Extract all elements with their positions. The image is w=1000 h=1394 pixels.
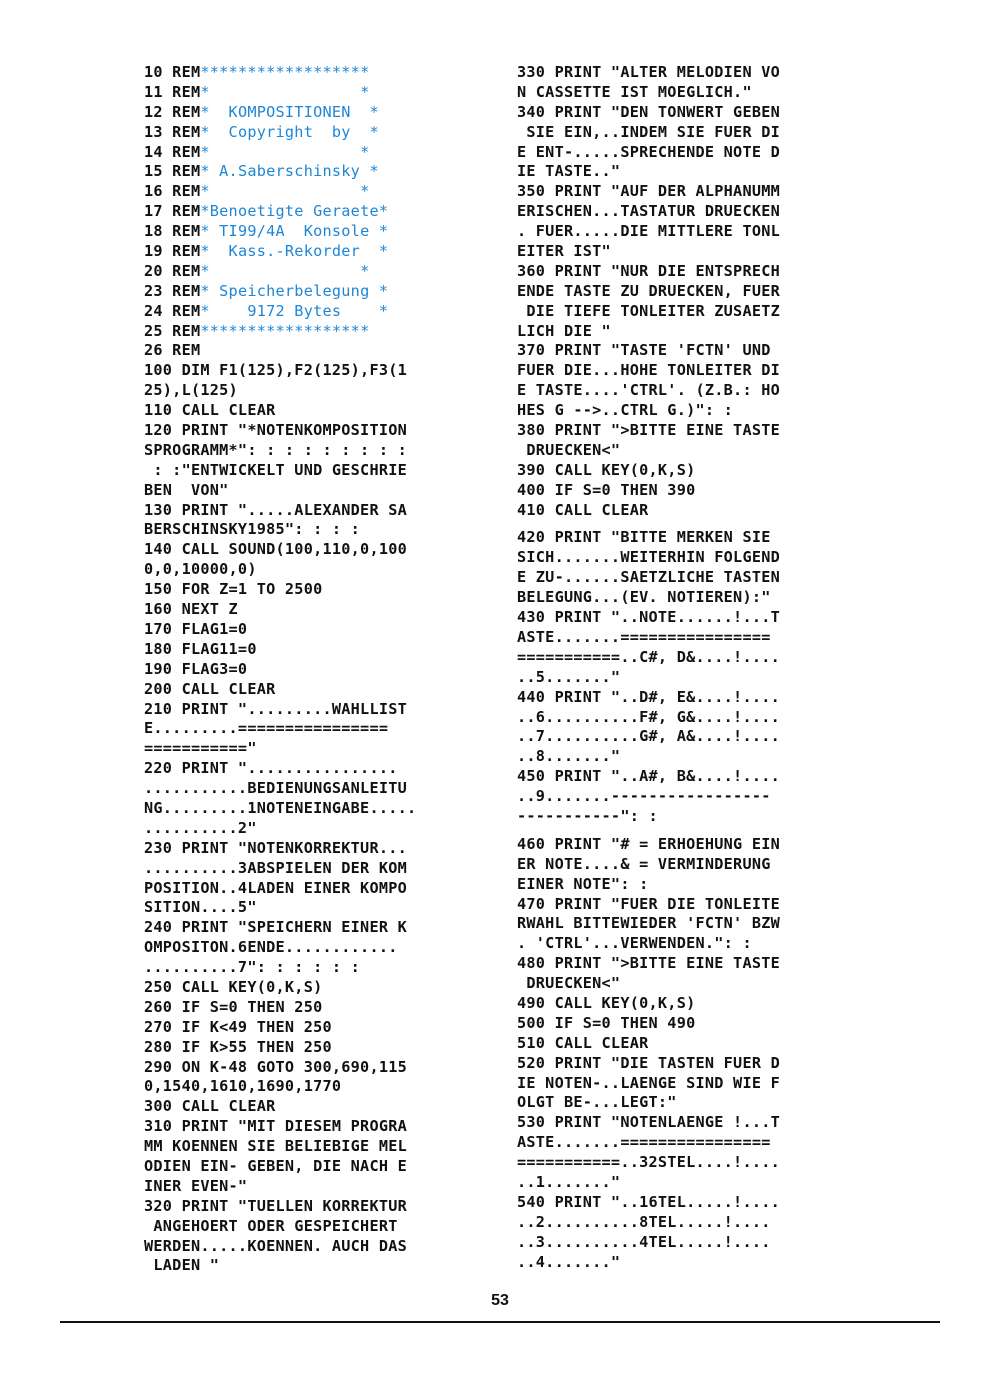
code-text: 310 PRINT "MIT DIESEM PROGRA (144, 1117, 408, 1136)
code-line (144, 898, 516, 918)
code-line (144, 819, 516, 839)
code-text: 15 REM (144, 162, 201, 181)
code-line: OLGT BE-...LEGT:" (517, 1093, 677, 1112)
code-line: ..6..........F#, G&....!.... (517, 707, 781, 726)
code-text: 16 REM (144, 182, 201, 201)
code-text: : :"ENTWICKELT UND GESCHRIE (144, 460, 408, 479)
code-text: 250 CALL KEY(0,K,S) (144, 977, 323, 996)
code-line (144, 222, 516, 242)
code-line: ..4......." (517, 1252, 621, 1271)
code-line: FUER DIE...HOHE TONLEITER DI (517, 361, 781, 380)
code-text: OMPOSITON.6ENDE............ (144, 938, 398, 957)
code-line (144, 640, 516, 660)
rem-comment-text: * A.Saberschinsky * (200, 162, 379, 181)
code-line (144, 580, 516, 600)
code-line: 410 CALL CLEAR (517, 500, 649, 519)
code-line: 390 CALL KEY(0,K,S) (517, 460, 696, 479)
code-text: 10 REM (144, 63, 201, 81)
code-text: 170 FLAG1=0 (144, 619, 248, 638)
code-line: 490 CALL KEY(0,K,S) (517, 993, 696, 1012)
code-text: 20 REM (144, 261, 201, 280)
code-line (144, 1137, 516, 1157)
code-text: LADEN " (144, 1256, 220, 1275)
right-code-column (517, 63, 889, 1272)
code-line: . FUER.....DIE MITTLERE TONL (517, 222, 781, 241)
code-text: ===========" (144, 739, 257, 758)
code-line: E ZU-......SAETZLICHE TASTEN (517, 568, 781, 587)
code-text: 0,0,10000,0) (144, 560, 257, 579)
code-line: ASTE.......================ (517, 627, 771, 646)
code-line: 430 PRINT "..NOTE......!...T (517, 608, 781, 627)
code-text: 180 FLAG11=0 (144, 639, 257, 658)
code-line (144, 1256, 516, 1276)
code-line (144, 779, 516, 799)
code-line: 500 IF S=0 THEN 490 (517, 1013, 696, 1032)
code-line: 530 PRINT "NOTENLAENGE !...T (517, 1113, 781, 1132)
code-line: EINER NOTE": : (517, 874, 649, 893)
code-line (144, 560, 516, 580)
code-line: DRUECKEN<" (517, 974, 621, 993)
code-text: 14 REM (144, 142, 201, 161)
code-line: 540 PRINT "..16TEL.....!.... (517, 1192, 781, 1211)
code-line: IE NOTEN-..LAENGE SIND WIE F (517, 1073, 781, 1092)
code-line (144, 799, 516, 819)
code-line: ..1......." (517, 1172, 621, 1191)
code-line (144, 1157, 516, 1177)
code-line: -----------": : (517, 806, 658, 825)
code-line (144, 123, 516, 143)
code-line (144, 481, 516, 501)
code-line (144, 540, 516, 560)
code-line: 520 PRINT "DIE TASTEN FUER D (517, 1053, 781, 1072)
code-text: SITION....5" (144, 898, 257, 917)
code-line (144, 1197, 516, 1217)
code-line (144, 1018, 516, 1038)
code-line (144, 143, 516, 163)
rem-comment-text: * * (200, 142, 370, 161)
code-line: BELEGUNG...(EV. NOTIEREN):" (517, 588, 771, 607)
code-text: 25 REM (144, 321, 201, 340)
code-line: N CASSETTE IST MOEGLICH." (517, 82, 752, 101)
code-line (144, 1217, 516, 1237)
rem-comment-text: * KOMPOSITIONEN * (200, 102, 379, 121)
code-line: SICH.......WEITERHIN FOLGEND (517, 548, 781, 567)
code-line: ..2..........8TEL.....!.... (517, 1212, 771, 1231)
code-line (144, 1237, 516, 1257)
code-text: NG.........1NOTENEINGABE..... (144, 798, 417, 817)
code-line (144, 461, 516, 481)
code-text: 24 REM (144, 301, 201, 320)
code-line (144, 918, 516, 938)
rem-comment-text: * Kass.-Rekorder * (200, 242, 389, 261)
code-line: 440 PRINT "..D#, E&....!.... (517, 687, 781, 706)
code-line: 370 PRINT "TASTE 'FCTN' UND (517, 341, 771, 360)
code-text: WERDEN.....KOENNEN. AUCH DAS (144, 1236, 408, 1255)
code-text: 200 CALL CLEAR (144, 679, 276, 698)
code-text: 11 REM (144, 82, 201, 101)
code-text: 130 PRINT ".....ALEXANDER SA (144, 500, 408, 519)
code-text: BERSCHINSKY1985": : : : (144, 520, 361, 539)
left-code-column (144, 63, 516, 1276)
code-line (144, 1038, 516, 1058)
code-text: 240 PRINT "SPEICHERN EINER K (144, 918, 408, 937)
code-line: E ENT-.....SPRECHENDE NOTE D (517, 142, 781, 161)
code-line: ===========..32STEL....!.... (517, 1153, 781, 1172)
code-line (517, 520, 889, 528)
code-text: 12 REM (144, 102, 201, 121)
code-text: 120 PRINT "*NOTENKOMPOSITION (144, 421, 408, 440)
code-text: ...........BEDIENUNGSANLEITU (144, 779, 408, 798)
code-line: 360 PRINT "NUR DIE ENTSPRECH (517, 261, 781, 280)
code-line: IE TASTE.." (517, 162, 621, 181)
code-line (144, 1077, 516, 1097)
code-text: SPROGRAMM*": : : : : : : : : (144, 440, 408, 459)
code-line (144, 879, 516, 899)
code-line: 330 PRINT "ALTER MELODIEN VO (517, 63, 781, 81)
code-text: ..........7": : : : : : (144, 958, 361, 977)
code-line: E TASTE....'CTRL'. (Z.B.: HO (517, 381, 781, 400)
code-line (144, 620, 516, 640)
rem-comment-text: *Benoetigte Geraete* (200, 202, 389, 221)
code-line (144, 839, 516, 859)
code-line: ..5......." (517, 667, 621, 686)
code-text: MM KOENNEN SIE BELIEBIGE MEL (144, 1137, 408, 1156)
code-line (144, 421, 516, 441)
code-line: . 'CTRL'...VERWENDEN.": : (517, 934, 752, 953)
code-line: ERISCHEN...TASTATUR DRUECKEN (517, 202, 781, 221)
code-line: ===========..C#, D&....!.... (517, 647, 781, 666)
code-line (144, 242, 516, 262)
code-line (144, 1097, 516, 1117)
code-line: ASTE.......================ (517, 1133, 771, 1152)
code-text: 220 PRINT "................ (144, 759, 398, 778)
code-line: SIE EIN,..INDEM SIE FUER DI (517, 122, 781, 141)
code-line (144, 958, 516, 978)
code-line: ..9.......----------------- (517, 787, 771, 806)
code-line: ER NOTE....& = VERMINDERUNG (517, 854, 771, 873)
code-text: ODIEN EIN- GEBEN, DIE NACH E (144, 1156, 408, 1175)
code-line (144, 759, 516, 779)
code-text: 260 IF S=0 THEN 250 (144, 997, 323, 1016)
code-line: EITER IST" (517, 242, 611, 261)
code-line (144, 520, 516, 540)
code-line (144, 660, 516, 680)
code-line (144, 501, 516, 521)
code-text: 190 FLAG3=0 (144, 659, 248, 678)
code-line: DIE TIEFE TONLEITER ZUSAETZ (517, 301, 781, 320)
code-line: ..8......." (517, 747, 621, 766)
code-line (144, 302, 516, 322)
code-text: 26 REM (144, 341, 201, 360)
code-text: 300 CALL CLEAR (144, 1097, 276, 1116)
code-text: 25),L(125) (144, 381, 238, 400)
code-line (144, 719, 516, 739)
code-line: 480 PRINT ">BITTE EINE TASTE (517, 954, 781, 973)
code-line (144, 182, 516, 202)
code-line (144, 341, 516, 361)
code-text: 270 IF K<49 THEN 250 (144, 1017, 332, 1036)
code-line: 420 PRINT "BITTE MERKEN SIE (517, 528, 771, 547)
code-text: 150 FOR Z=1 TO 2500 (144, 580, 323, 599)
code-text: 280 IF K>55 THEN 250 (144, 1037, 332, 1056)
code-line: 340 PRINT "DEN TONWERT GEBEN (517, 102, 781, 121)
code-line: DRUECKEN<" (517, 440, 621, 459)
code-line: LICH DIE " (517, 321, 611, 340)
rem-comment-text: * TI99/4A Konsole * (200, 222, 389, 241)
code-line (144, 938, 516, 958)
code-line (144, 63, 516, 83)
code-line (144, 998, 516, 1018)
rem-comment-text: * 9172 Bytes * (200, 301, 389, 320)
code-line: ENDE TASTE ZU DRUECKEN, FUER (517, 281, 781, 300)
code-line (144, 322, 516, 342)
code-line: ..7..........G#, A&....!.... (517, 727, 781, 746)
code-text: 230 PRINT "NOTENKORREKTUR... (144, 838, 408, 857)
code-line (517, 827, 889, 835)
code-line (144, 1058, 516, 1078)
rem-comment-text: * * (200, 182, 370, 201)
code-line (144, 1117, 516, 1137)
code-line (144, 401, 516, 421)
rem-comment-text: ****************** (200, 321, 370, 340)
code-text: 110 CALL CLEAR (144, 401, 276, 420)
code-line (144, 202, 516, 222)
code-line: 350 PRINT "AUF DER ALPHANUMM (517, 182, 781, 201)
code-line (144, 83, 516, 103)
code-text: 290 ON K-48 GOTO 300,690,115 (144, 1057, 408, 1076)
code-line: RWAHL BITTEWIEDER 'FCTN' BZW (517, 914, 781, 933)
page-number: 53 (491, 1292, 509, 1309)
code-text: 17 REM (144, 202, 201, 221)
rem-comment-text: * * (200, 82, 370, 101)
code-text: 160 NEXT Z (144, 600, 238, 619)
code-text: POSITION..4LADEN EINER KOMPO (144, 878, 408, 897)
code-text: ANGEHOERT ODER GESPEICHERT (144, 1216, 398, 1235)
code-line: 510 CALL CLEAR (517, 1033, 649, 1052)
code-line: 380 PRINT ">BITTE EINE TASTE (517, 421, 781, 440)
code-text: ..........2" (144, 818, 257, 837)
code-line: 400 IF S=0 THEN 390 (517, 480, 696, 499)
code-text: 0,1540,1610,1690,1770 (144, 1077, 342, 1096)
code-line: ..3..........4TEL.....!.... (517, 1232, 771, 1251)
code-text: 100 DIM F1(125),F2(125),F3(1 (144, 361, 408, 380)
code-line (144, 859, 516, 879)
code-text: 23 REM (144, 281, 201, 300)
code-text: ..........3ABSPIELEN DER KOM (144, 858, 408, 877)
code-text: BEN VON" (144, 480, 229, 499)
rem-comment-text: * Speicherbelegung * (200, 281, 389, 300)
code-line: 450 PRINT "..A#, B&....!.... (517, 767, 781, 786)
code-text: 19 REM (144, 242, 201, 261)
code-line (144, 1177, 516, 1197)
code-text: E.........================ (144, 719, 389, 738)
code-text: 18 REM (144, 222, 201, 241)
code-line (144, 600, 516, 620)
rem-comment-text: ****************** (200, 63, 370, 81)
code-line: HES G -->..CTRL G.)": : (517, 401, 734, 420)
code-line: 460 PRINT "# = ERHOEHUNG EIN (517, 834, 781, 853)
code-text: 140 CALL SOUND(100,110,0,100 (144, 540, 408, 559)
code-line (144, 282, 516, 302)
code-line (144, 103, 516, 123)
code-text: 320 PRINT "TUELLEN KORREKTUR (144, 1196, 408, 1215)
code-line (144, 739, 516, 759)
code-line (144, 162, 516, 182)
code-line (144, 361, 516, 381)
code-text: INER EVEN-" (144, 1176, 248, 1195)
footer-rule (60, 1321, 940, 1323)
rem-comment-text: * * (200, 261, 370, 280)
code-text: 13 REM (144, 122, 201, 141)
code-line: 470 PRINT "FUER DIE TONLEITE (517, 894, 781, 913)
code-line (144, 441, 516, 461)
code-line (144, 700, 516, 720)
code-line (144, 978, 516, 998)
code-line (144, 381, 516, 401)
code-text: 210 PRINT ".........WAHLLIST (144, 699, 408, 718)
rem-comment-text: * Copyright by * (200, 122, 379, 141)
code-line (144, 680, 516, 700)
code-line (144, 262, 516, 282)
